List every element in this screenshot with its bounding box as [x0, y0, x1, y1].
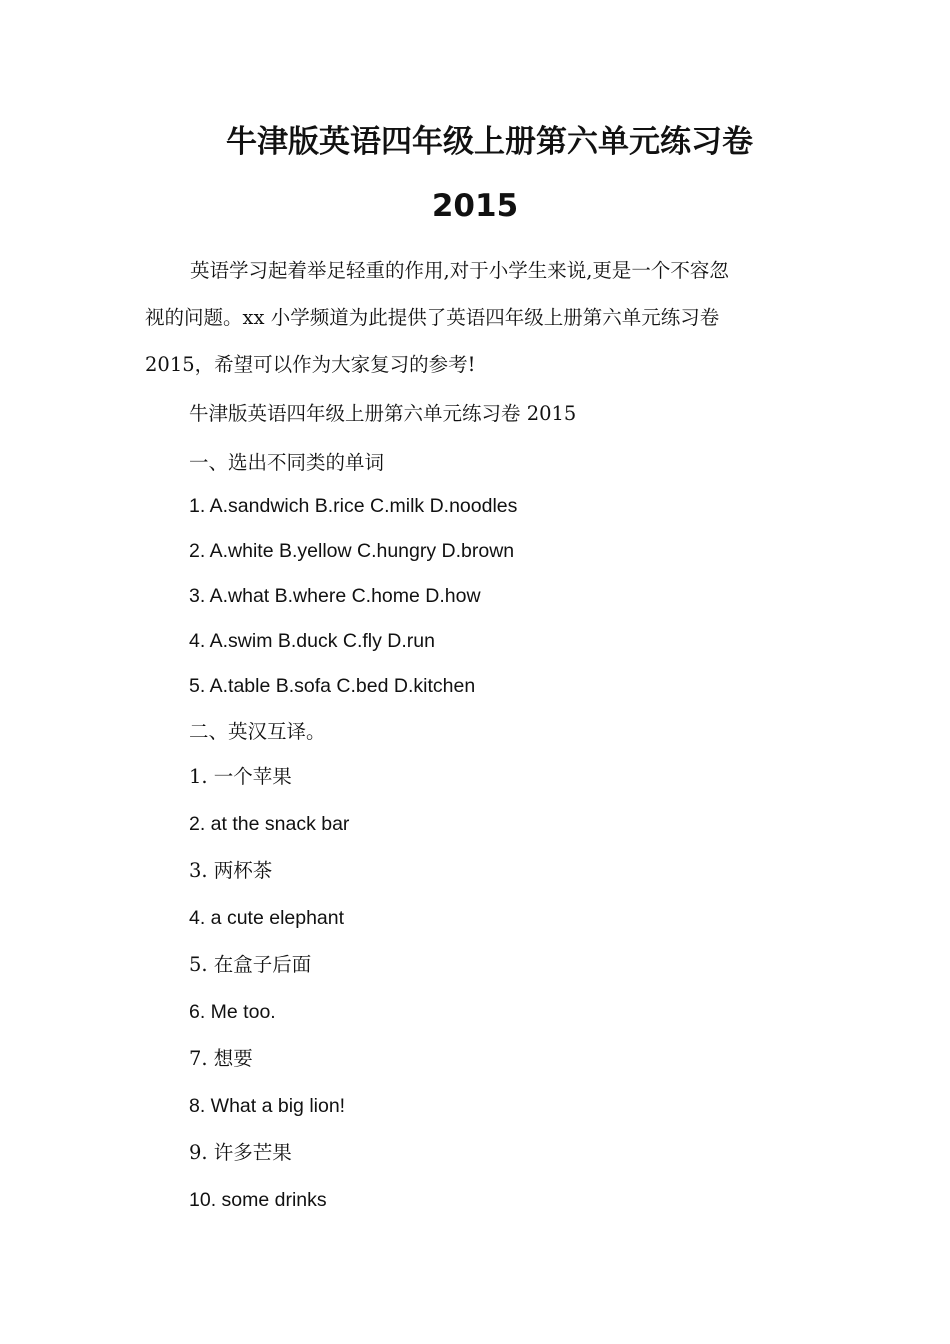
intro-paragraph-line-1: 英语学习起着举足轻重的作用,对于小学生来说,更是一个不容忽 [190, 259, 729, 282]
section-heading-choose-different-word: 一、选出不同类的单词 [189, 451, 385, 474]
translation-item: 2. at the snack bar [189, 813, 350, 835]
question-item: 3. A.what B.where C.home D.how [189, 585, 481, 607]
question-item: 4. A.swim B.duck C.fly D.run [189, 630, 435, 652]
question-item: 2. A.white B.yellow C.hungry D.brown [189, 540, 515, 562]
worksheet-subtitle: 牛津版英语四年级上册第六单元练习卷 2015 [189, 402, 577, 425]
question-item: 1. A.sandwich B.rice C.milk D.noodles [189, 495, 518, 517]
translation-item: 4. a cute elephant [189, 907, 345, 929]
section-heading-translation: 二、英汉互译。 [189, 720, 326, 743]
document-title: 牛津版英语四年级上册第六单元练习卷 [226, 124, 753, 160]
translation-item: 7. 想要 [189, 1047, 253, 1070]
translation-item: 10. some drinks [189, 1189, 327, 1211]
document-title-year: 2015 [431, 188, 519, 224]
translation-item: 3. 两杯茶 [189, 859, 273, 882]
intro-paragraph-line-2: 视的问题。xx 小学频道为此提供了英语四年级上册第六单元练习卷 [145, 306, 720, 329]
intro-paragraph-line-3: 2015，希望可以作为大家复习的参考! [145, 353, 476, 376]
translation-item: 9. 许多芒果 [189, 1141, 292, 1164]
translation-item: 8. What a big lion! [189, 1095, 346, 1117]
translation-item: 1. 一个苹果 [189, 765, 292, 788]
translation-item: 6. Me too. [189, 1001, 276, 1023]
translation-item: 5. 在盒子后面 [189, 953, 312, 976]
question-item: 5. A.table B.sofa C.bed D.kitchen [189, 675, 476, 697]
